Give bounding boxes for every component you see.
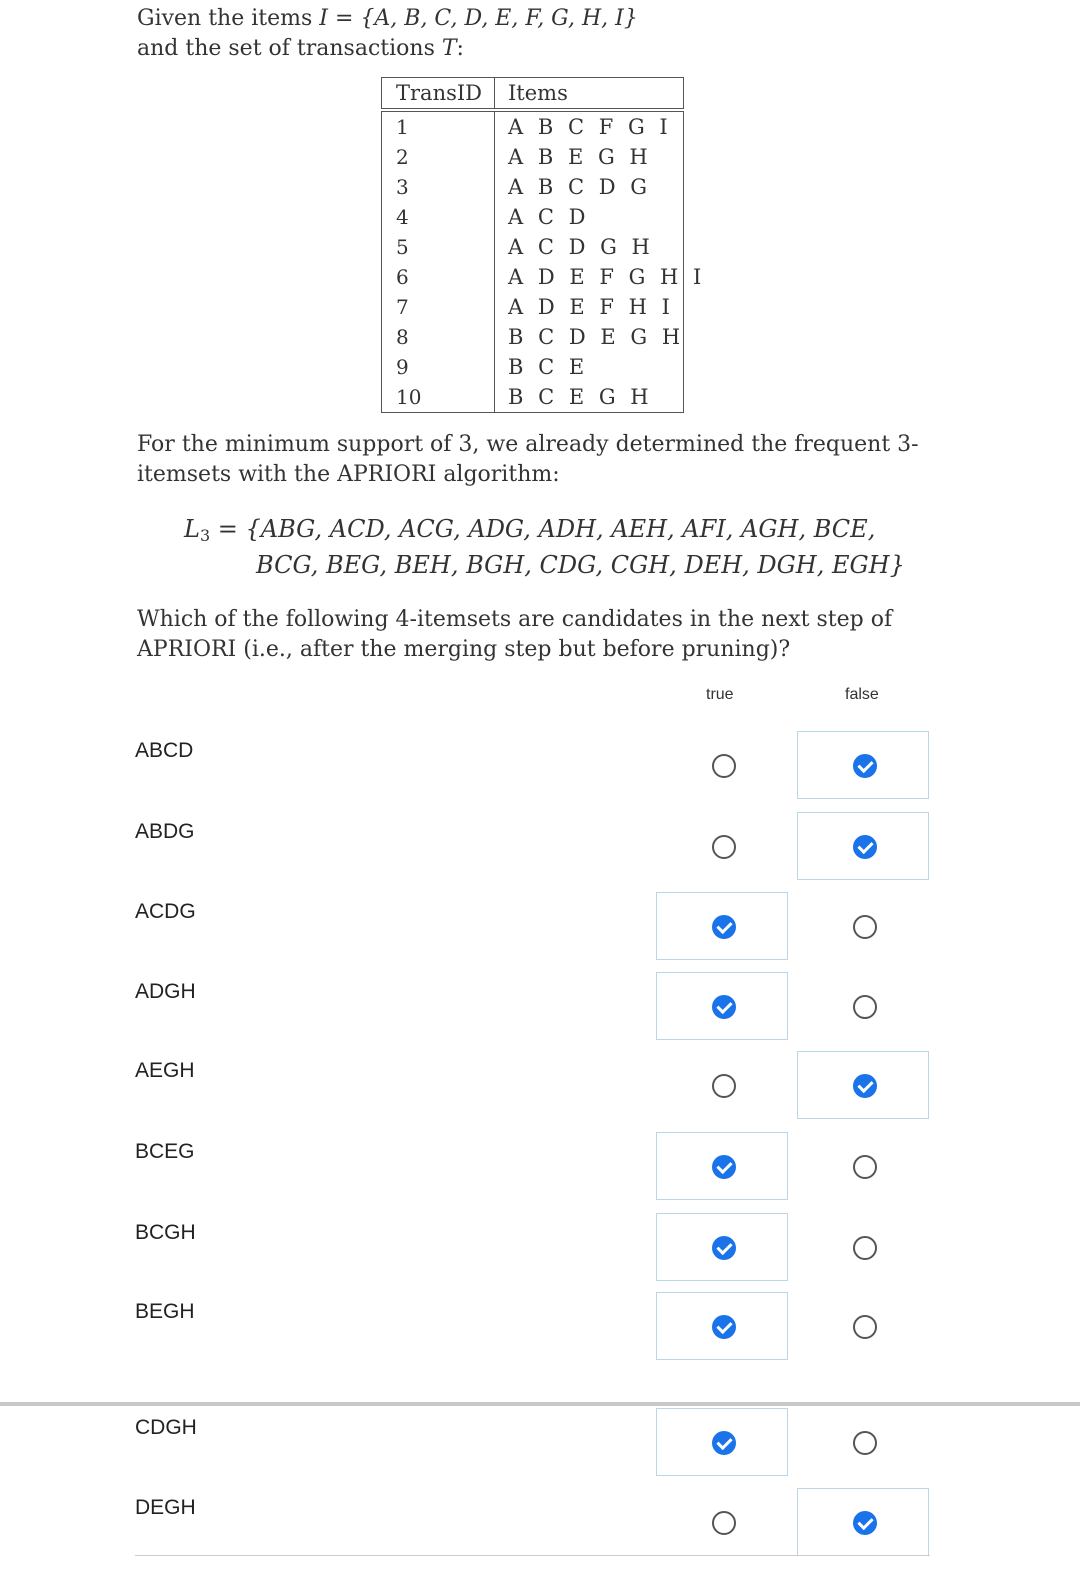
- transaction-id: 3: [396, 175, 409, 199]
- transaction-items: B C E G H: [508, 385, 653, 409]
- table-row: [382, 172, 683, 202]
- radio-checked-icon[interactable]: [712, 1315, 736, 1339]
- transactions-table-header: [381, 77, 684, 109]
- question-text: Which of the following 4-itemsets are candidates in the next step of APRIORI (i.e., after the merging step but before pruning)?: [137, 607, 893, 662]
- transaction-items: A D E F H I: [508, 295, 674, 319]
- radio-checked-icon[interactable]: [853, 1511, 877, 1535]
- transaction-items: A B C F G I: [508, 115, 672, 139]
- table-row: [382, 382, 683, 412]
- option-true[interactable]: [656, 731, 788, 799]
- option-false[interactable]: [797, 1051, 929, 1119]
- items-set-math: I = {A, B, C, D, E, F, G, H, I}: [319, 6, 638, 31]
- l3-subscript: 3: [199, 526, 211, 545]
- option-false[interactable]: [797, 892, 929, 960]
- radio-checked-icon[interactable]: [712, 915, 736, 939]
- radio-empty-icon[interactable]: [712, 835, 736, 859]
- transaction-items: A C D G H: [508, 235, 654, 259]
- option-false[interactable]: [797, 731, 929, 799]
- itemset-label: ADGH: [135, 980, 196, 1003]
- option-false[interactable]: [797, 1292, 929, 1360]
- question-row: [0, 972, 1080, 1042]
- table-row: [382, 142, 683, 172]
- l3-symbol: L: [184, 515, 200, 543]
- transaction-items: B C E: [508, 355, 589, 379]
- transaction-id: 5: [396, 235, 409, 259]
- radio-empty-icon[interactable]: [853, 1431, 877, 1455]
- option-true[interactable]: [656, 1408, 788, 1476]
- option-false[interactable]: [797, 1408, 929, 1476]
- transaction-items: A B C D G: [508, 175, 651, 199]
- itemset-label: BCGH: [135, 1221, 196, 1244]
- transaction-items: A B E G H: [508, 145, 652, 169]
- question-row: [0, 812, 1080, 882]
- itemset-label: ABDG: [135, 820, 195, 843]
- radio-empty-icon[interactable]: [853, 915, 877, 939]
- radio-checked-icon[interactable]: [712, 995, 736, 1019]
- intro-text: [137, 4, 937, 64]
- option-false[interactable]: [797, 1213, 929, 1281]
- bottom-divider: [135, 1555, 930, 1556]
- transaction-items: B C D E G H: [508, 325, 685, 349]
- itemset-label: BEGH: [135, 1300, 195, 1323]
- itemset-label: CDGH: [135, 1416, 197, 1439]
- radio-empty-icon[interactable]: [712, 1511, 736, 1535]
- radio-checked-icon[interactable]: [853, 1074, 877, 1098]
- radio-checked-icon[interactable]: [712, 1431, 736, 1455]
- table-row: [382, 292, 683, 322]
- question-row: [0, 1408, 1080, 1478]
- transaction-id: 9: [396, 355, 409, 379]
- column-header-true: true: [706, 686, 734, 703]
- question-row: [0, 1292, 1080, 1362]
- question-row: [0, 731, 1080, 801]
- radio-empty-icon[interactable]: [853, 1315, 877, 1339]
- option-false[interactable]: [797, 1488, 929, 1556]
- table-row: [382, 112, 683, 142]
- option-true[interactable]: [656, 812, 788, 880]
- option-true[interactable]: [656, 892, 788, 960]
- table-row: [382, 202, 683, 232]
- option-true[interactable]: [656, 972, 788, 1040]
- option-false[interactable]: [797, 1132, 929, 1200]
- option-true[interactable]: [656, 1488, 788, 1556]
- intro-line2-text: and the set of transactions: [137, 36, 442, 61]
- transaction-id: 1: [396, 115, 409, 139]
- table-row: [382, 322, 683, 352]
- question-row: [0, 892, 1080, 962]
- itemset-label: AEGH: [135, 1059, 195, 1082]
- header-transid: TransID: [396, 81, 482, 105]
- transaction-id: 4: [396, 205, 409, 229]
- header-column-divider: [494, 78, 495, 108]
- transaction-id: 8: [396, 325, 409, 349]
- table-row: [382, 232, 683, 262]
- l3-formula-line1: [184, 512, 875, 553]
- transaction-items: A C D: [508, 205, 590, 229]
- intro-line1-text: Given the items: [137, 6, 320, 31]
- section-divider: [0, 1402, 1080, 1406]
- question-row: [0, 1132, 1080, 1202]
- option-true[interactable]: [656, 1051, 788, 1119]
- table-row: [382, 352, 683, 382]
- transactions-table-body: [381, 111, 706, 413]
- transaction-items: A D E F G H I: [508, 265, 706, 289]
- radio-empty-icon[interactable]: [712, 754, 736, 778]
- column-header-false: false: [845, 686, 879, 703]
- itemset-label: ACDG: [135, 900, 196, 923]
- option-true[interactable]: [656, 1213, 788, 1281]
- l3-formula-line2: BCG, BEG, BEH, BGH, CDG, CGH, DEH, DGH, EGH}: [256, 551, 905, 579]
- itemset-label: BCEG: [135, 1140, 195, 1163]
- question-row: [0, 1051, 1080, 1121]
- l3-set-part1: = {ABG, ACD, ACG, ADG, ADH, AEH, AFI, AGH, BCE,: [210, 515, 876, 543]
- radio-checked-icon[interactable]: [853, 835, 877, 859]
- transaction-id: 7: [396, 295, 409, 319]
- table-row: [382, 262, 706, 292]
- radio-empty-icon[interactable]: [853, 995, 877, 1019]
- option-true[interactable]: [656, 1292, 788, 1360]
- transaction-id: 6: [396, 265, 409, 289]
- radio-empty-icon[interactable]: [853, 1155, 877, 1179]
- question-row: [0, 1488, 1080, 1558]
- radio-checked-icon[interactable]: [853, 754, 877, 778]
- radio-checked-icon[interactable]: [712, 1155, 736, 1179]
- header-items: Items: [508, 81, 568, 105]
- radio-empty-icon[interactable]: [712, 1074, 736, 1098]
- itemset-label: DEGH: [135, 1496, 196, 1519]
- option-true[interactable]: [656, 1132, 788, 1200]
- radio-empty-icon[interactable]: [853, 1236, 877, 1260]
- support-text: For the minimum support of 3, we already determined the frequent 3-itemsets with the APRIORI algorithm:: [137, 432, 919, 487]
- radio-checked-icon[interactable]: [712, 1236, 736, 1260]
- option-false[interactable]: [797, 812, 929, 880]
- transactions-symbol: T: [441, 36, 457, 61]
- transaction-id: 2: [396, 145, 409, 169]
- question-row: [0, 1213, 1080, 1283]
- itemset-label: ABCD: [135, 739, 194, 762]
- intro-line2-suffix: :: [456, 36, 464, 61]
- option-false[interactable]: [797, 972, 929, 1040]
- transaction-id: 10: [396, 385, 422, 409]
